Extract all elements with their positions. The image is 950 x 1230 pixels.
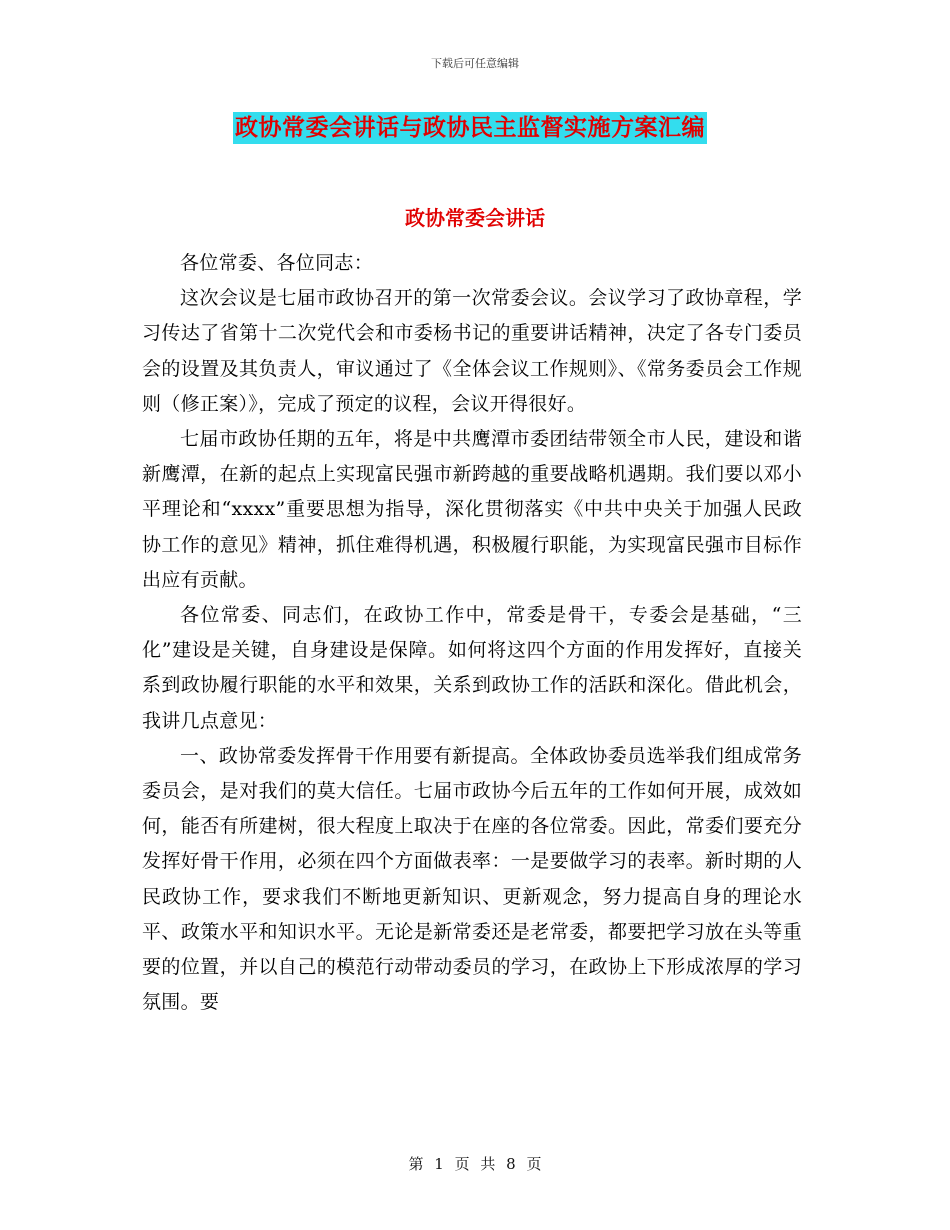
document-body <box>142 246 802 1020</box>
body-paragraph: 这次会议是七届市政协召开的第一次常委会议。会议学习了政协章程，学习传达了省第十二次党代会和市委杨书记的重要讲话精神，决定了各专门委员会的设置及其负责人，审议通过了《全体会议工作规则》、《常务委员会工作规则（修正案）》，完成了预定的议程，会议开得很好。 <box>142 287 802 415</box>
section-title: 政协常委会讲话 <box>405 206 545 230</box>
body-paragraph: 各位常委、同志们，在政协工作中，常委是骨干，专委会是基础，“三化”建设是关键，自身建设是保障。如何将这四个方面的作用发挥好，直接关系到政协履行职能的水平和效果，关系到政协工作的活跃和深化。借此机会，我讲几点意见： <box>142 604 802 732</box>
header-note: 下载后可任意编辑 <box>431 57 519 70</box>
page-footer: 第 1 页 共 8 页 <box>408 1155 542 1173</box>
body-paragraph: 一、政协常委发挥骨干作用要有新提高。全体政协委员选举我们组成常务委员会，是对我们的莫大信任。七届市政协今后五年的工作如何开展，成效如何，能否有所建树，很大程度上取决于在座的各位常委。因此，常委们要充分发挥好骨干作用，必须在四个方面做表率：一是要做学习的表率。新时期的人民政协工作，要求我们不断地更新知识、更新观念，努力提高自身的理论水平、政策水平和知识水平。无论是新常委还是老常委，都要把学习放在头等重要的位置，并以自己的模范行动带动委员的学习，在政协上下形成浓厚的学习氛围。要 <box>142 744 802 1014</box>
body-paragraph: 七届市政协任期的五年，将是中共鹰潭市委团结带领全市人民，建设和谐新鹰潭，在新的起点上实现富民强市新跨越的重要战略机遇期。我们要以邓小平理论和“xxxx”重要思想为指导，深化贯彻落实《中共中央关于加强人民政协工作的意见》精神，抓住难得机遇，积极履行职能，为实现富民强市目标作出应有贡献。 <box>142 428 802 591</box>
salutation-paragraph: 各位常委、各位同志： <box>180 252 374 274</box>
document-main-title: 政协常委会讲话与政协民主监督实施方案汇编 <box>233 112 707 144</box>
